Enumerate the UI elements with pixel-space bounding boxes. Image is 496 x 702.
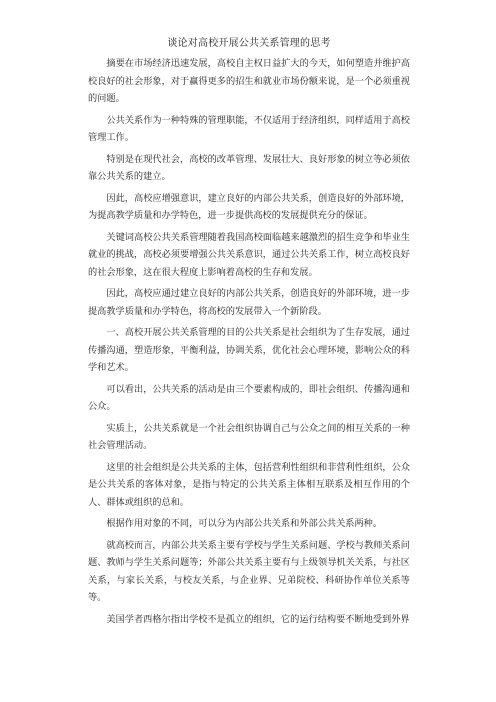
paragraph: 根据作用对象的不同，可以分为内部公共关系和外部公共关系两种。: [106, 518, 383, 529]
paragraph: 摘要在市场经济迅速发展，高校自主权日益扩大的今天，如何塑造并维护高校良好的社会形象，对于赢得更多的招生和就业市场份额来说，是一个必须重视的问题。: [88, 58, 410, 104]
paragraph: 实质上，公共关系就是一个社会组织协调自己与公众之间的相互关系的一种社会管理活动。: [88, 422, 410, 451]
paragraph: 可以看出，公共关系的活动是由三个要素构成的，即社会组织、传播沟通和公众。: [88, 383, 410, 412]
paragraph: 特别是在现代社会，高校的改革管理、发展壮大、良好形象的树立等必须依靠公共关系的建立。: [88, 153, 410, 182]
paragraph: 因此，高校应通过建立良好的内部公共关系，创造良好的外部环境，进一步提高教学质量和办学特色，将高校的发展带入一个新阶段。: [88, 288, 410, 317]
paragraph: 关键词高校公共关系管理随着我国高校面临越来越激烈的招生竞争和毕业生就业的挑战，高校必须要增强公共关系意识，通过公共关系工作，树立高校良好的社会形象，这在很大程度上影响着高校的生存和发展。: [88, 231, 410, 278]
paragraph: 公共关系作为一种特殊的管理职能，不仅适用于经济组织，同样适用于高校管理工作。: [88, 114, 410, 143]
paragraph: 这里的社会组织是公共关系的主体，包括营利性组织和非营利性组织，公众是公共关系的客体对象，是指与特定的公共关系主体相互联系及相互作用的个人、群体或组织的总和。: [88, 461, 410, 508]
paragraph: 一、高校开展公共关系管理的目的公共关系是社会组织为了生存发展，通过传播沟通，塑造形象，平衡利益，协调关系，优化社会心理环境，影响公众的科学和艺术。: [88, 327, 410, 373]
paragraph: 就高校而言，内部公共关系主要有学校与学生关系问题、学校与教师关系问题、教师与学生关系问题等；外部公共关系主要有与上级领导机关关系，与社区关系，与家长关系，与校友关系，与企业界、兄弟院校、科研协作单位关系等等。: [88, 539, 410, 603]
paragraph: 因此，高校应增强意识，建立良好的内部公共关系，创造良好的外部环境，为提高教学质量和办学特色，进一步提供高校的发展提供充分的保证。: [88, 192, 410, 221]
document-title: 谈论对高校开展公共关系管理的思考: [167, 38, 331, 49]
paragraph: 美国学者西格尔指出学校不是孤立的组织，它的运行结构要不断地受到外界: [106, 613, 410, 625]
